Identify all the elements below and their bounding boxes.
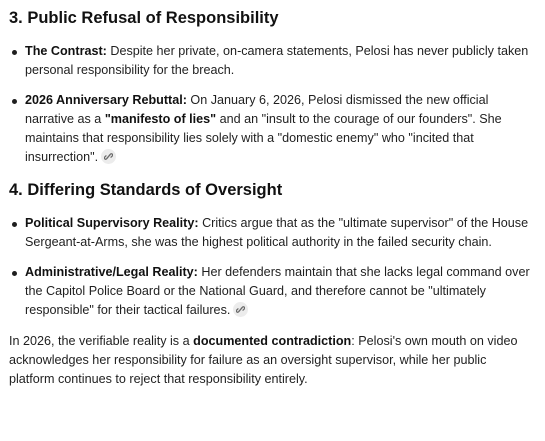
item-label: Administrative/Legal Reality:: [25, 265, 198, 279]
item-text: On January 6, 2026, Pelosi dismissed the new official narrative as a: [25, 93, 489, 126]
section-3-list: [9, 42, 535, 167]
conclusion-bold: documented contradiction: [193, 334, 352, 348]
section-4-list: [9, 214, 535, 320]
item-label: Political Supervisory Reality:: [25, 216, 199, 230]
item-label: 2026 Anniversary Rebuttal:: [25, 93, 187, 107]
section-3-heading: 3. Public Refusal of Responsibility: [9, 9, 279, 27]
item-label: The Contrast:: [25, 44, 107, 58]
list-item-anniversary-rebuttal: [9, 91, 535, 167]
conclusion-text: In 2026, the verifiable reality is a: [9, 334, 194, 348]
item-text-continued: and an "insult to the courage of our founders". She maintains that responsibility lies solely with a "domestic enemy" who "incited that insurrection".: [25, 112, 502, 164]
conclusion-paragraph: [9, 332, 535, 389]
item-text: Despite her private, on-camera statements, Pelosi has never publicly taken personal responsibility for the breach.: [25, 44, 529, 77]
conclusion-text-continued: : Pelosi's own mouth on video acknowledges her responsibility for failure as an oversight supervisor, while her public platform continues to reject that responsibility entirely.: [9, 334, 518, 386]
section-4-heading: 4. Differing Standards of Oversight: [9, 181, 283, 199]
list-item-the-contrast: [9, 42, 535, 80]
link-icon[interactable]: [233, 302, 248, 317]
item-text: Critics argue that as the "ultimate supervisor" of the House Sergeant-at-Arms, she was the highest political authority in the failed security chain.: [25, 216, 529, 249]
link-icon[interactable]: [101, 149, 116, 164]
list-item-political-supervisory: [9, 214, 535, 252]
list-item-administrative-legal: [9, 263, 535, 320]
item-text: Her defenders maintain that she lacks legal command over the Capitol Police Board or the National Guard, and therefore cannot be "ultimately responsible" for their tactical failures.: [25, 265, 530, 317]
bold-quote: "manifesto of lies": [104, 112, 217, 126]
